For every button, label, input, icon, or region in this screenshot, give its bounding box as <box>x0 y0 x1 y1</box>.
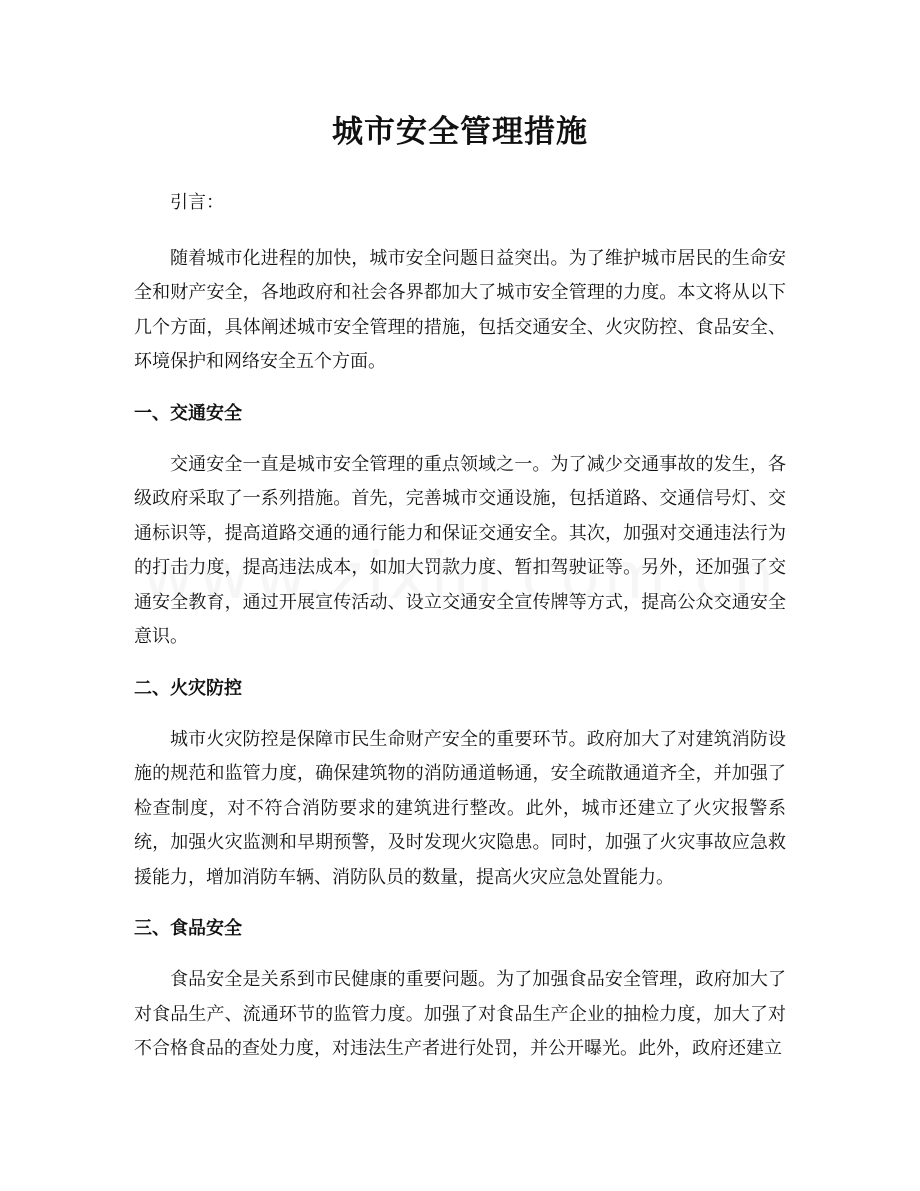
section-heading-traffic: 一、交通安全 <box>134 402 242 424</box>
section-heading-fire: 二、火灾防控 <box>134 677 242 699</box>
section-paragraph-fire: 城市火灾防控是保障市民生命财产安全的重要环节。政府加大了对建筑消防设施的规范和监管力度，确保建筑物的消防通道畅通，安全疏散通道齐全，并加强了检查制度，对不符合消防要求的建筑进行整改。此外，城市还建立了火灾报警系统，加强火灾监测和早期预警，及时发现火灾隐患。同时，加强了火灾事故应急救援能力，增加消防车辆、消防队员的数量，提高火灾应急处置能力。 <box>134 728 786 888</box>
section-paragraph-traffic: 交通安全一直是城市安全管理的重点领域之一。为了减少交通事故的发生，各级政府采取了一系列措施。首先，完善城市交通设施，包括道路、交通信号灯、交通标识等，提高道路交通的通行能力和保证交通安全。其次，加强对交通违法行为的打击力度，提高违法成本，如加大罚款力度、暂扣驾驶证等。另外，还加强了交通安全教育，通过开展宣传活动、设立交通安全宣传牌等方式，提高公众交通安全意识。 <box>134 453 786 647</box>
section-heading-food: 三、食品安全 <box>134 918 242 939</box>
document-title: 城市安全管理措施 <box>332 114 588 150</box>
intro-paragraph: 随着城市化进程的加快，城市安全问题日益突出。为了维护城市居民的生命安全和财产安全，各地政府和社会各界都加大了城市安全管理的力度。本文将从以下几个方面，具体阐述城市安全管理的措施，包括交通安全、火灾防控、食品安全、环境保护和网络安全五个方面。 <box>134 247 786 372</box>
section-paragraph-food: 食品安全是关系到市民健康的重要问题。为了加强食品安全管理，政府加大了对食品生产、流通环节的监管力度。加强了对食品生产企业的抽检力度，加大了对不合格食品的查处力度，对违法生产者进行处罚，并公开曝光。此外，政府还建立 <box>134 969 786 1059</box>
intro-label: 引言： <box>170 192 224 213</box>
